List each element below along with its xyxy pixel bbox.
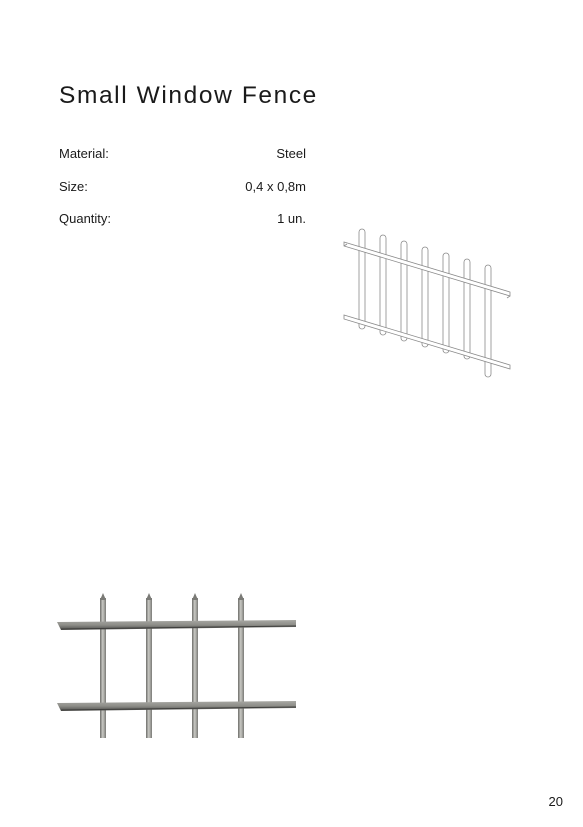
page-title: Small Window Fence	[59, 82, 318, 109]
spec-row-material	[59, 146, 306, 164]
fence-line-drawing	[338, 225, 518, 385]
spec-label: Quantity:	[59, 211, 112, 226]
spec-value: 1 un.	[277, 211, 306, 226]
spec-row-quantity	[59, 211, 306, 229]
spec-value: 0,4 x 0,8m	[245, 179, 306, 194]
spec-value: Steel	[276, 146, 306, 161]
spec-label: Size:	[59, 179, 88, 194]
spec-row-size	[59, 179, 306, 197]
fence-photo	[55, 590, 300, 742]
spec-label: Material:	[59, 146, 109, 161]
page-number: 20	[548, 794, 563, 809]
